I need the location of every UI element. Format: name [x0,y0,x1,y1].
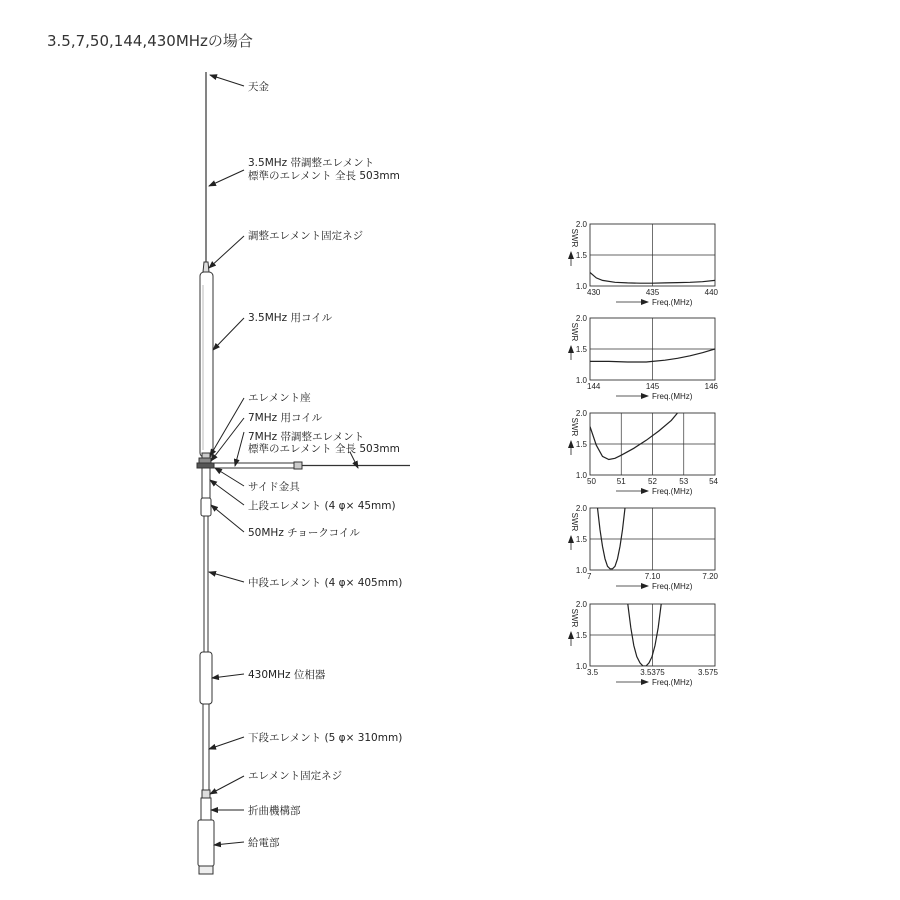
y-tick-label: 1.0 [575,471,587,480]
swr-chart-1 [570,220,719,307]
y-tick-label: 1.0 [575,662,587,671]
y-axis-label: SWR [570,512,579,532]
swr-chart-5 [570,600,719,687]
label-coil7: 7MHz 用コイル [248,412,323,424]
y-tick-label: 2.0 [575,600,587,609]
x-tick-label: 144 [587,382,601,391]
x-tick-label: 440 [704,288,718,297]
label-element7-line1: 7MHz 帯調整エレメント [248,431,365,443]
label-element-seat: エレメント座 [248,392,311,404]
y-axis-label: SWR [570,322,579,342]
y-tick-label: 1.0 [575,376,587,385]
x-tick-label: 3.5375 [640,668,665,677]
swr-chart-2 [570,314,719,401]
x-tick-label: 146 [704,382,718,391]
x-axis-label: Freq.(MHz) [652,582,693,591]
y-tick-label: 2.0 [575,409,587,418]
label-phaser430: 430MHz 位相器 [248,669,326,681]
y-axis-label: SWR [570,228,579,248]
y-tick-label: 1.5 [575,251,587,260]
label-side-fitting: サイド金具 [248,481,300,493]
x-tick-label: 3.5 [587,668,599,677]
x-tick-label: 52 [648,477,657,486]
label-feed-point: 給電部 [248,837,280,849]
x-tick-label: 7.20 [702,572,718,581]
x-tick-label: 51 [616,477,626,486]
y-tick-label: 2.0 [575,314,587,323]
label-top-cap: 天金 [248,81,269,93]
feed-point-part [198,820,214,866]
leader-lines [209,75,358,845]
label-element7-line2: 標準のエレメント 全長 503mm [248,443,400,455]
y-tick-label: 1.0 [575,566,587,575]
label-element35-line2: 標準のエレメント 全長 503mm [248,170,400,182]
x-tick-label: 430 [587,288,601,297]
y-tick-label: 1.5 [575,631,587,640]
label-coil35: 3.5MHz 用コイル [248,312,333,324]
y-axis-label: SWR [570,608,579,628]
x-axis-label: Freq.(MHz) [652,392,693,401]
x-axis-label: Freq.(MHz) [652,298,693,307]
x-tick-label: 54 [709,477,718,486]
fold-mechanism-part [201,798,211,820]
element7-tube [214,463,294,468]
label-element-screw: エレメント固定ネジ [248,770,343,782]
x-tick-label: 435 [645,288,660,297]
swr-charts [570,220,719,687]
label-upper-element: 上段エレメント (4 φ× 45mm) [248,500,396,512]
y-axis-label: SWR [570,417,579,437]
y-tick-label: 2.0 [575,220,587,229]
label-fold-mechanism: 折曲機構部 [248,805,301,817]
label-middle-element: 中段エレメント (4 φ× 405mm) [248,577,403,589]
x-tick-label: 50 [587,477,596,486]
label-element35-line1: 3.5MHz 帯調整エレメント [248,157,375,169]
label-choke50: 50MHz チョークコイル [248,527,360,539]
choke-coil-50mhz [201,498,211,516]
y-tick-label: 1.5 [575,535,587,544]
x-tick-label: 7.10 [644,572,661,581]
label-lower-element: 下段エレメント (5 φ× 310mm) [248,732,403,744]
x-tick-label: 7 [587,572,592,581]
side-fitting-part [197,463,215,468]
coil-35mhz [200,272,213,457]
y-tick-label: 1.0 [575,282,587,291]
x-axis-label: Freq.(MHz) [652,487,693,496]
x-tick-label: 3.575 [697,668,718,677]
upper-element-part [202,468,210,498]
adjust-screw-part [203,262,209,272]
swr-chart-4 [570,504,719,591]
x-tick-label: 53 [679,477,689,486]
y-tick-label: 2.0 [575,504,587,513]
element7-connector [294,462,302,469]
x-axis-label: Freq.(MHz) [652,678,693,687]
x-tick-label: 145 [645,382,660,391]
page-title: 3.5,7,50,144,430MHzの場合 [47,32,253,50]
antenna-drawing [197,72,410,874]
y-tick-label: 1.5 [575,345,587,354]
label-adjust-screw: 調整エレメント固定ネジ [248,230,364,242]
swr-chart-3 [570,409,719,496]
y-tick-label: 1.5 [575,440,587,449]
element-screw-part [202,790,210,798]
phaser-430mhz [200,652,212,704]
